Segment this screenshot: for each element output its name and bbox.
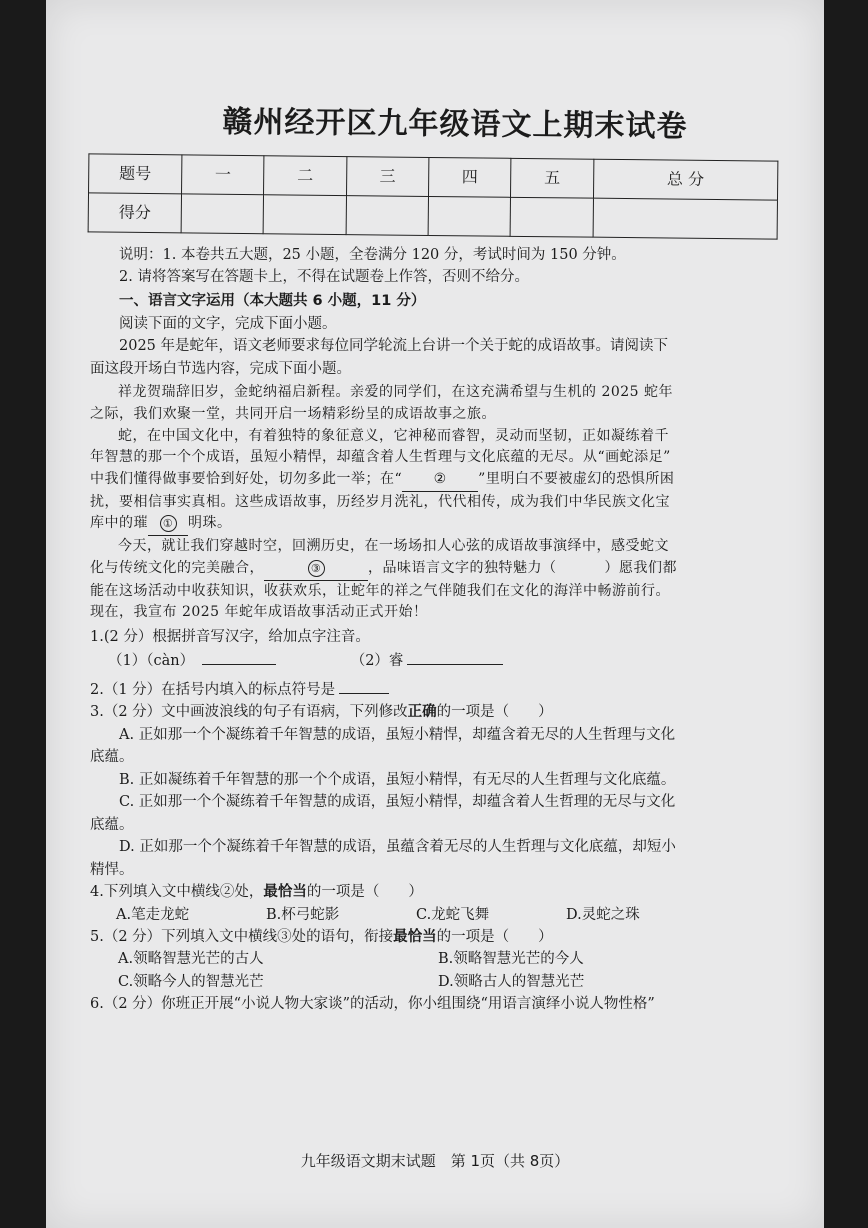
- q5-options-row2: [118, 971, 758, 993]
- passage-line: 之际，我们欢聚一堂，共同开启一场精彩纷呈的成语故事之旅。: [90, 406, 496, 422]
- page-footer: 九年级语文期末试题 第 1页（共 8页）: [300, 1152, 570, 1170]
- q3-option-a: A. 正如那一个个凝练着千年智慧的成语，虽短小精悍，却蕴含着无尽的人生哲理与文化: [119, 726, 676, 743]
- q1-answer-a: [202, 664, 276, 665]
- score-cell: 总 分: [593, 159, 778, 200]
- question-6-stem: 6.（2 分）你班正开展“小说人物大家谈”的活动，你小组围绕“用语言演绎小说人物性格”: [90, 996, 655, 1013]
- question-emphasis: 正确: [407, 704, 437, 721]
- passage-text: ”里明白不要被虚幻的恐惧所困: [478, 471, 675, 488]
- score-cell: 题号: [89, 153, 182, 193]
- passage-line: [90, 558, 790, 581]
- instruction-line: 2. 请将答案写在答题卡上，不得在试题卷上作答，否则不给分。: [119, 268, 529, 285]
- reading-passage: [90, 382, 790, 624]
- score-cell: 三: [346, 156, 429, 196]
- q5-option: C.领略今人的智慧光芒: [118, 973, 264, 990]
- passage-text: 化与传统文化的完美融合，: [90, 559, 264, 576]
- passage-text: ，品味语言文字的独特魅力（: [368, 559, 557, 576]
- q1-answer-b: [407, 664, 503, 665]
- passage-line: 能在这场活动中收获知识，收获欢乐，让蛇年的祥之气伴随我们在文化的海洋中畅游前行。: [90, 582, 670, 599]
- q3-option-c: C. 正如那一个个凝练着千年智慧的成语，虽短小精悍，却蕴含着人生哲理的无尽与文化: [119, 794, 676, 811]
- q4-options: [116, 904, 716, 926]
- question-text: 4.下列填入文中横线②处，: [90, 884, 264, 901]
- score-blank-cell: [181, 193, 264, 233]
- section-intro: 2025 年是蛇年，语文老师要求每位同学轮流上台讲一个关于蛇的成语故事。请阅读下: [119, 338, 669, 355]
- passage-line: 蛇，在中国文化中，有着独特的象征意义，它神秘而睿智，灵动而坚韧，正如凝练着千: [118, 427, 669, 444]
- q3-option-a-cont: 底蕴。: [90, 749, 134, 766]
- q4-option: B.杯弓蛇影: [266, 906, 340, 923]
- passage-line: [90, 469, 790, 492]
- score-cell: 二: [264, 155, 347, 195]
- question-4-stem: [90, 881, 790, 903]
- passage-line: 祥龙贺瑞辞旧岁，金蛇纳福启新程。亲爱的同学们，在这充满希望与生机的 2025 蛇年: [118, 384, 674, 401]
- passage-line: 年智慧的那一个个成语，虽短小精悍，却蕴含着人生哲理与文化底蕴的无尽。从“画蛇添足”: [90, 449, 671, 466]
- blank-marker: ①: [160, 515, 177, 532]
- exam-paper: [46, 0, 824, 1228]
- question-text: 5.（2 分）下列填入文中横线③处的语句，衔接: [90, 928, 394, 945]
- question-5-stem: [90, 926, 790, 948]
- q3-option-b: B. 正如凝练着千年智慧的那一个个成语，虽短小精悍，有无尽的人生哲理与文化底蕴。: [119, 771, 676, 788]
- q4-option: D.灵蛇之珠: [566, 906, 640, 923]
- question-text: 的一项是（ ）: [306, 884, 423, 901]
- question-1-items: [90, 650, 790, 672]
- blank-3: [264, 558, 368, 581]
- score-cell: 一: [182, 154, 265, 194]
- q5-option: A.领略智慧光芒的古人: [118, 951, 264, 968]
- question-text: 3.（2 分）文中画波浪线的句子有语病，下列修改: [90, 704, 408, 721]
- section-intro: 阅读下面的文字，完成下面小题。: [119, 315, 337, 332]
- score-cell: 五: [511, 158, 594, 198]
- score-cell: 得分: [88, 192, 181, 232]
- section-intro: 面这段开场白节选内容，完成下面小题。: [90, 360, 351, 377]
- paper-content: [90, 96, 790, 1016]
- blank-marker: ③: [308, 560, 325, 577]
- instruction-line: 说明：1. 本卷共五大题，25 小题，全卷满分 120 分，考试时间为 150 分钟。: [119, 246, 626, 263]
- question-text: 的一项是（ ）: [436, 928, 553, 945]
- score-table-score-row: [88, 192, 777, 238]
- q5-option: B.领略智慧光芒的今人: [438, 951, 584, 968]
- blank-marker: ②: [433, 471, 447, 488]
- question-2: [90, 679, 790, 701]
- question-3-stem: [90, 701, 790, 723]
- q4-option: C.龙蛇飞舞: [416, 906, 490, 923]
- q3-option-d-cont: 精悍。: [90, 861, 134, 878]
- question-text: 的一项是（ ）: [436, 704, 553, 721]
- q4-option: A.笔走龙蛇: [116, 906, 190, 923]
- q2-answer: [339, 693, 389, 694]
- score-blank-cell: [593, 198, 778, 239]
- score-blank-cell: [346, 195, 429, 235]
- score-table-header-row: [89, 153, 778, 199]
- instructions: [90, 244, 790, 289]
- blank-1: [148, 513, 188, 536]
- passage-text: 中我们懂得做事要恰到好处，切勿多此一举；在“: [90, 471, 403, 488]
- q1-item-a: （1）（càn）: [108, 653, 195, 670]
- q3-option-d: D. 正如那一个个凝练着千年智慧的成语，虽蕴含着无尽的人生哲理与文化底蕴，却短小: [119, 839, 676, 856]
- blank-2: [402, 469, 478, 492]
- q5-option: D.领略古人的智慧光芒: [438, 973, 585, 990]
- q1-item-b: （2）睿: [350, 653, 404, 670]
- passage-line: 扰，要相信事实真相。这些成语故事，历经岁月洗礼，代代相传，成为我们中华民族文化宝: [90, 493, 670, 510]
- passage-text: ）愿我们都: [604, 559, 677, 576]
- score-blank-cell: [428, 196, 511, 236]
- passage-text: 明珠。: [188, 515, 232, 532]
- passage-line: 今天，就让我们穿越时空，回溯历史，在一场场扣人心弦的成语故事演绎中，感受蛇文: [118, 538, 669, 555]
- question-2-stem: 2.（1 分）在括号内填入的标点符号是: [90, 681, 336, 698]
- question-emphasis: 最恰当: [263, 884, 307, 901]
- score-cell: 四: [428, 157, 511, 197]
- q5-options-row1: [118, 948, 758, 970]
- passage-text: 库中的璀: [90, 515, 148, 532]
- q3-option-c-cont: 底蕴。: [90, 816, 134, 833]
- score-blank-cell: [263, 194, 346, 234]
- page-title: 赣州经开区九年级语文上期末试卷: [222, 104, 688, 145]
- passage-line: 现在，我宣布 2025 年蛇年成语故事活动正式开始！: [90, 604, 428, 621]
- score-blank-cell: [510, 197, 593, 237]
- question-emphasis: 最恰当: [393, 928, 437, 945]
- passage-line: [90, 513, 790, 536]
- section-heading: 一、语言文字运用（本大题共 6 小题，11 分）: [119, 293, 426, 310]
- question-1-stem: 1.(2 分）根据拼音写汉字，给加点字注音。: [90, 628, 370, 645]
- score-table: [88, 153, 779, 239]
